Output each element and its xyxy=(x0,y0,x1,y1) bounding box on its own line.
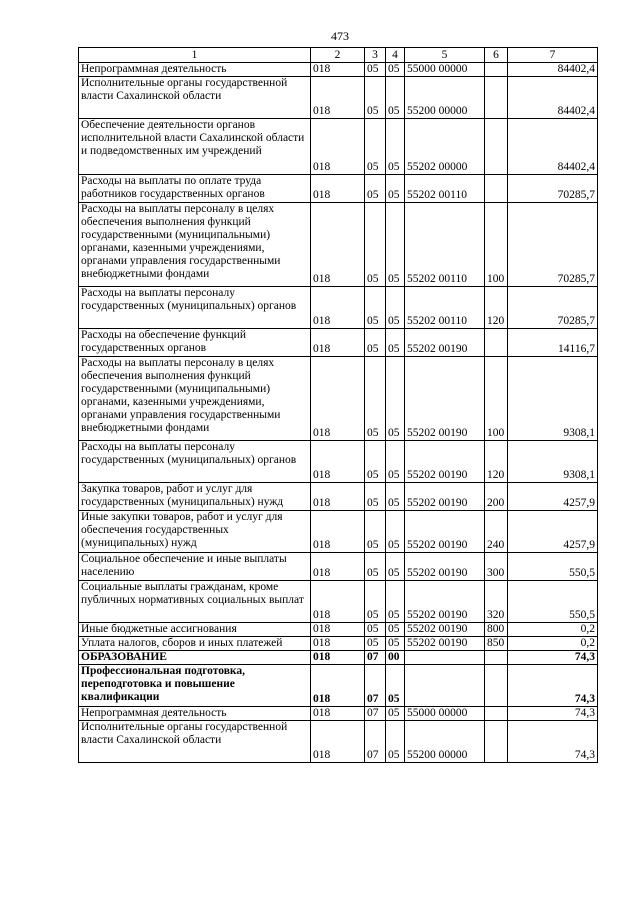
row-section-cell: 05 xyxy=(365,441,386,483)
row-name-cell: ОБРАЗОВАНИЕ xyxy=(79,651,311,665)
row-amount-cell: 74,3 xyxy=(508,721,598,763)
row-target-cell: 55202 00190 xyxy=(405,329,485,357)
row-ministry-cell: 018 xyxy=(311,119,365,175)
row-amount-cell: 84402,4 xyxy=(508,77,598,119)
row-ministry-cell: 018 xyxy=(311,483,365,511)
row-ministry-cell: 018 xyxy=(311,175,365,203)
row-section-cell: 05 xyxy=(365,623,386,637)
row-amount-cell: 74,3 xyxy=(508,665,598,707)
table-row xyxy=(79,119,598,175)
row-target-cell: 55202 00190 xyxy=(405,483,485,511)
table-row xyxy=(79,329,598,357)
row-ministry-cell: 018 xyxy=(311,707,365,721)
row-amount-cell: 70285,7 xyxy=(508,203,598,287)
row-name-cell: Исполнительные органы государственной власти Сахалинской области xyxy=(79,721,311,763)
row-amount-cell: 74,3 xyxy=(508,707,598,721)
row-target-cell: 55202 00110 xyxy=(405,175,485,203)
row-amount-cell: 70285,7 xyxy=(508,175,598,203)
row-section-cell: 05 xyxy=(365,63,386,77)
row-name-cell: Расходы на выплаты персоналу в целях обеспечения выполнения функций государственными (муниципальными) органами, казенными учреждениями, органами управления государственными внебюджетными фондами xyxy=(79,357,311,441)
row-type-cell xyxy=(485,721,508,763)
row-section-cell: 05 xyxy=(365,77,386,119)
row-subsection-cell: 05 xyxy=(386,581,405,623)
table-row xyxy=(79,637,598,651)
table-row xyxy=(79,441,598,483)
column-header: 1 xyxy=(79,48,311,63)
row-subsection-cell: 05 xyxy=(386,483,405,511)
row-amount-cell: 9308,1 xyxy=(508,441,598,483)
row-amount-cell: 14116,7 xyxy=(508,329,598,357)
table-row xyxy=(79,175,598,203)
row-ministry-cell: 018 xyxy=(311,581,365,623)
row-subsection-cell: 05 xyxy=(386,63,405,77)
row-target-cell: 55202 00190 xyxy=(405,623,485,637)
row-ministry-cell: 018 xyxy=(311,357,365,441)
row-section-cell: 05 xyxy=(365,553,386,581)
page-number: 473 xyxy=(331,29,349,43)
row-ministry-cell: 018 xyxy=(311,665,365,707)
row-subsection-cell: 05 xyxy=(386,511,405,553)
row-ministry-cell: 018 xyxy=(311,329,365,357)
row-type-cell xyxy=(485,175,508,203)
table-row xyxy=(79,665,598,707)
row-type-cell xyxy=(485,329,508,357)
row-ministry-cell: 018 xyxy=(311,511,365,553)
row-section-cell: 05 xyxy=(365,119,386,175)
row-subsection-cell: 05 xyxy=(386,553,405,581)
row-target-cell: 55202 00110 xyxy=(405,287,485,329)
row-type-cell: 800 xyxy=(485,623,508,637)
row-section-cell: 07 xyxy=(365,651,386,665)
row-name-cell: Расходы на выплаты персоналу государственных (муниципальных) органов xyxy=(79,441,311,483)
row-amount-cell: 84402,4 xyxy=(508,63,598,77)
table-row xyxy=(79,721,598,763)
row-name-cell: Иные бюджетные ассигнования xyxy=(79,623,311,637)
row-ministry-cell: 018 xyxy=(311,441,365,483)
column-header: 6 xyxy=(485,48,508,63)
row-type-cell xyxy=(485,651,508,665)
row-ministry-cell: 018 xyxy=(311,63,365,77)
row-name-cell: Расходы на выплаты по оплате труда работников государственных органов xyxy=(79,175,311,203)
row-section-cell: 05 xyxy=(365,357,386,441)
row-name-cell: Расходы на выплаты персоналу государственных (муниципальных) органов xyxy=(79,287,311,329)
row-ministry-cell: 018 xyxy=(311,651,365,665)
row-type-cell: 240 xyxy=(485,511,508,553)
row-subsection-cell: 05 xyxy=(386,441,405,483)
row-target-cell xyxy=(405,651,485,665)
row-name-cell: Обеспечение деятельности органов исполнительной власти Сахалинской области и подведомственных им учреждений xyxy=(79,119,311,175)
row-target-cell: 55202 00190 xyxy=(405,581,485,623)
row-subsection-cell: 05 xyxy=(386,175,405,203)
row-ministry-cell: 018 xyxy=(311,721,365,763)
row-ministry-cell: 018 xyxy=(311,287,365,329)
table-row xyxy=(79,553,598,581)
row-amount-cell: 70285,7 xyxy=(508,287,598,329)
row-section-cell: 05 xyxy=(365,287,386,329)
row-target-cell: 55202 00110 xyxy=(405,203,485,287)
row-section-cell: 05 xyxy=(365,637,386,651)
row-type-cell xyxy=(485,119,508,175)
table-row xyxy=(79,483,598,511)
header-row xyxy=(79,48,598,63)
row-name-cell: Иные закупки товаров, работ и услуг для обеспечения государственных (муниципальных) нужд xyxy=(79,511,311,553)
row-type-cell: 300 xyxy=(485,553,508,581)
row-target-cell: 55200 00000 xyxy=(405,77,485,119)
row-type-cell: 100 xyxy=(485,203,508,287)
row-subsection-cell: 00 xyxy=(386,651,405,665)
row-section-cell: 07 xyxy=(365,707,386,721)
row-subsection-cell: 05 xyxy=(386,357,405,441)
row-ministry-cell: 018 xyxy=(311,637,365,651)
row-type-cell: 100 xyxy=(485,357,508,441)
row-name-cell: Расходы на обеспечение функций государственных органов xyxy=(79,329,311,357)
row-section-cell: 05 xyxy=(365,511,386,553)
row-section-cell: 05 xyxy=(365,483,386,511)
row-subsection-cell: 05 xyxy=(386,707,405,721)
table-row xyxy=(79,707,598,721)
table-row xyxy=(79,511,598,553)
row-type-cell xyxy=(485,63,508,77)
row-ministry-cell: 018 xyxy=(311,553,365,581)
table-row xyxy=(79,287,598,329)
row-section-cell: 07 xyxy=(365,665,386,707)
row-subsection-cell: 05 xyxy=(386,665,405,707)
row-subsection-cell: 05 xyxy=(386,637,405,651)
row-type-cell xyxy=(485,707,508,721)
row-type-cell xyxy=(485,77,508,119)
table-row xyxy=(79,203,598,287)
row-subsection-cell: 05 xyxy=(386,329,405,357)
table-row xyxy=(79,77,598,119)
row-section-cell: 05 xyxy=(365,203,386,287)
row-name-cell: Социальные выплаты гражданам, кроме публичных нормативных социальных выплат xyxy=(79,581,311,623)
row-name-cell: Исполнительные органы государственной власти Сахалинской области xyxy=(79,77,311,119)
row-amount-cell: 84402,4 xyxy=(508,119,598,175)
column-header: 5 xyxy=(405,48,485,63)
row-amount-cell: 550,5 xyxy=(508,553,598,581)
row-subsection-cell: 05 xyxy=(386,119,405,175)
column-header: 4 xyxy=(386,48,405,63)
table-row xyxy=(79,623,598,637)
table-row xyxy=(79,651,598,665)
row-amount-cell: 0,2 xyxy=(508,637,598,651)
row-ministry-cell: 018 xyxy=(311,623,365,637)
row-ministry-cell: 018 xyxy=(311,77,365,119)
row-name-cell: Уплата налогов, сборов и иных платежей xyxy=(79,637,311,651)
row-target-cell: 55000 00000 xyxy=(405,63,485,77)
row-name-cell: Социальное обеспечение и иные выплаты населению xyxy=(79,553,311,581)
row-target-cell: 55202 00000 xyxy=(405,119,485,175)
row-target-cell xyxy=(405,665,485,707)
row-type-cell: 200 xyxy=(485,483,508,511)
row-section-cell: 07 xyxy=(365,721,386,763)
row-name-cell: Закупка товаров, работ и услуг для государственных (муниципальных) нужд xyxy=(79,483,311,511)
column-header: 3 xyxy=(365,48,386,63)
row-target-cell: 55202 00190 xyxy=(405,553,485,581)
row-name-cell: Непрограммная деятельность xyxy=(79,63,311,77)
row-name-cell: Непрограммная деятельность xyxy=(79,707,311,721)
table-row xyxy=(79,581,598,623)
row-section-cell: 05 xyxy=(365,581,386,623)
row-subsection-cell: 05 xyxy=(386,77,405,119)
row-type-cell: 120 xyxy=(485,441,508,483)
table-body xyxy=(79,63,598,763)
row-target-cell: 55000 00000 xyxy=(405,707,485,721)
column-header: 2 xyxy=(311,48,365,63)
row-amount-cell: 9308,1 xyxy=(508,357,598,441)
row-target-cell: 55202 00190 xyxy=(405,511,485,553)
row-name-cell: Профессиональная подготовка, переподготовка и повышение квалификации xyxy=(79,665,311,707)
row-section-cell: 05 xyxy=(365,175,386,203)
row-ministry-cell: 018 xyxy=(311,203,365,287)
row-amount-cell: 0,2 xyxy=(508,623,598,637)
row-type-cell: 320 xyxy=(485,581,508,623)
row-amount-cell: 4257,9 xyxy=(508,511,598,553)
table-row xyxy=(79,63,598,77)
row-type-cell: 120 xyxy=(485,287,508,329)
row-amount-cell: 4257,9 xyxy=(508,483,598,511)
table-row xyxy=(79,357,598,441)
row-amount-cell: 74,3 xyxy=(508,651,598,665)
row-target-cell: 55202 00190 xyxy=(405,441,485,483)
budget-table xyxy=(78,47,598,763)
row-section-cell: 05 xyxy=(365,329,386,357)
row-amount-cell: 550,5 xyxy=(508,581,598,623)
row-subsection-cell: 05 xyxy=(386,203,405,287)
row-target-cell: 55200 00000 xyxy=(405,721,485,763)
row-type-cell xyxy=(485,665,508,707)
row-target-cell: 55202 00190 xyxy=(405,357,485,441)
row-name-cell: Расходы на выплаты персоналу в целях обеспечения выполнения функций государственными (муниципальными) органами, казенными учреждениями, органами управления государственными внебюджетными фондами xyxy=(79,203,311,287)
row-type-cell: 850 xyxy=(485,637,508,651)
row-subsection-cell: 05 xyxy=(386,287,405,329)
row-subsection-cell: 05 xyxy=(386,623,405,637)
column-header: 7 xyxy=(508,48,598,63)
row-subsection-cell: 05 xyxy=(386,721,405,763)
row-target-cell: 55202 00190 xyxy=(405,637,485,651)
